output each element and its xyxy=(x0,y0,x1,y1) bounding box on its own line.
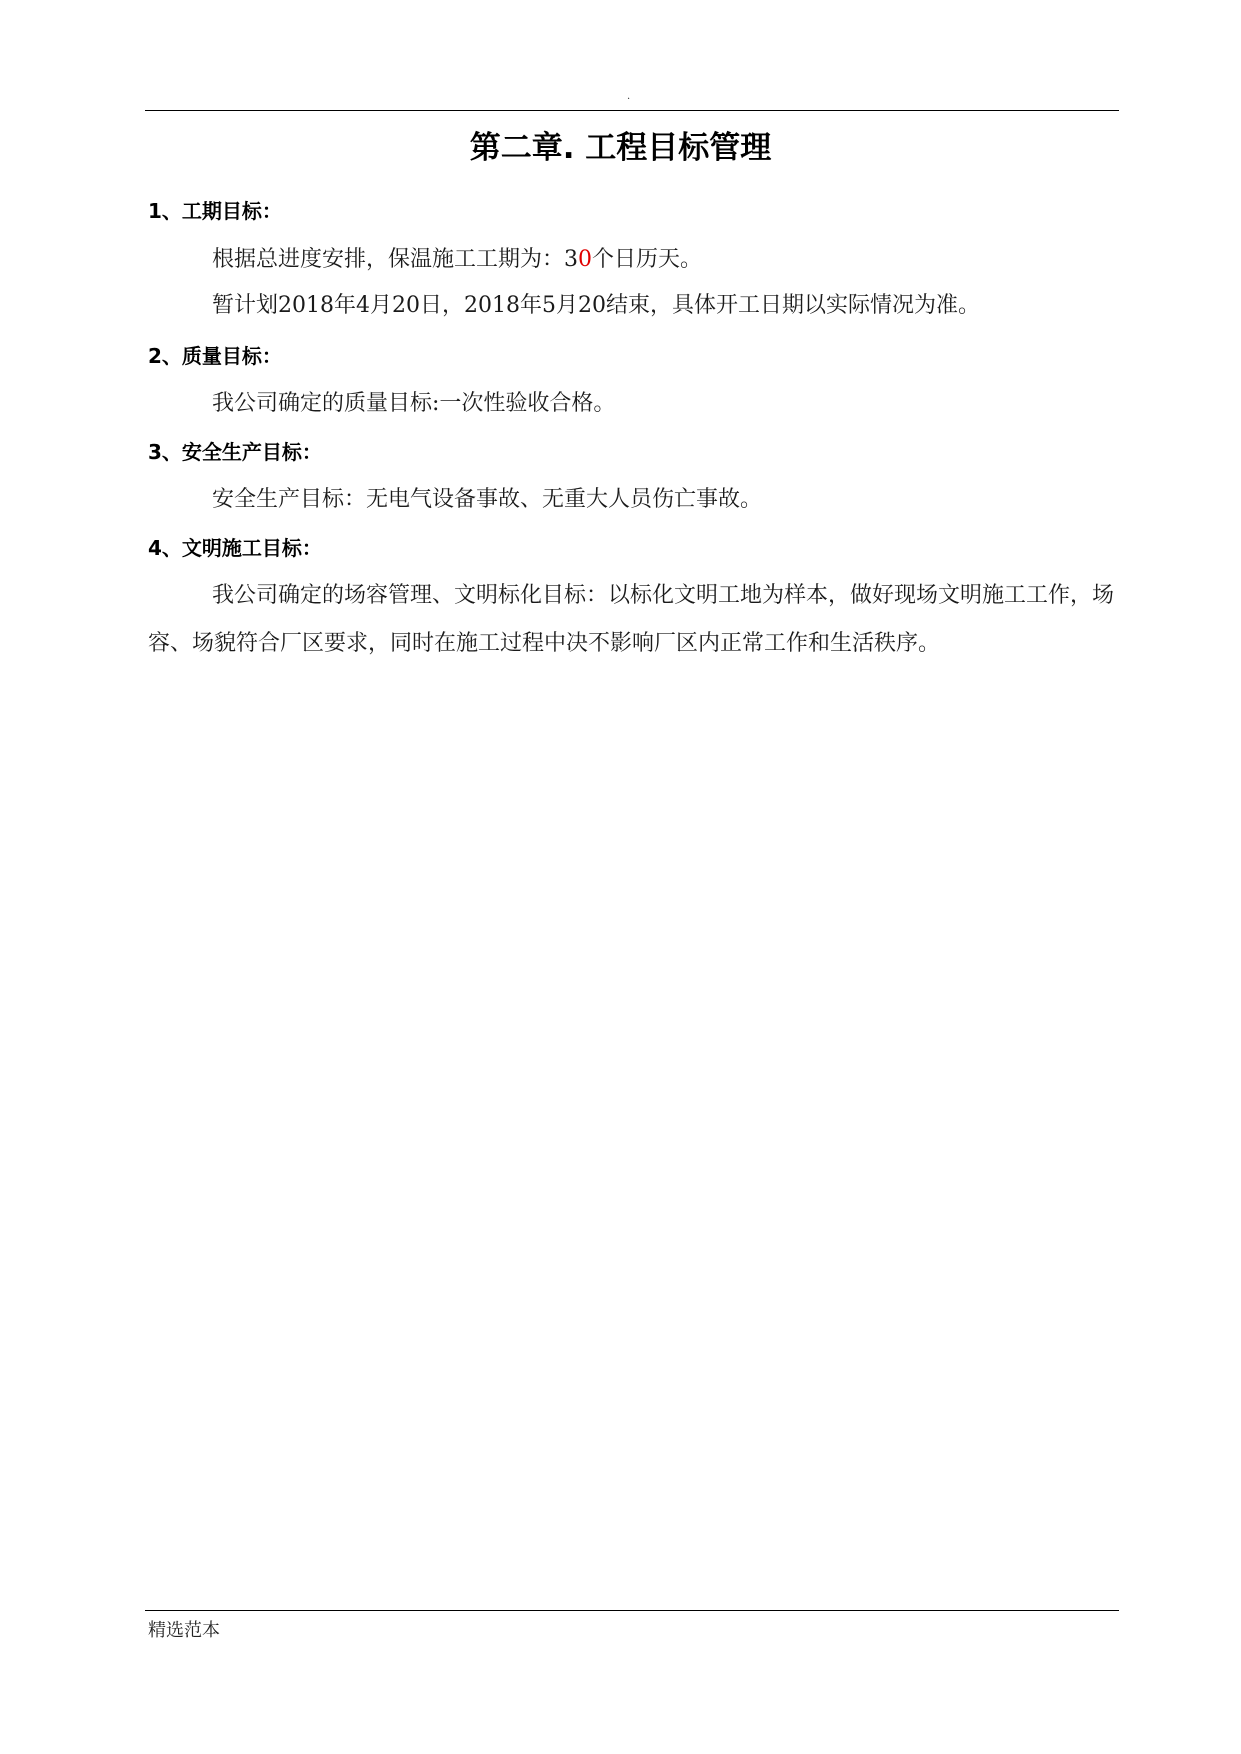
paragraph-safety: 安全生产目标：无电气设备事故、无重大人员伤亡事故。 xyxy=(212,487,763,512)
section-heading-safety: 3、安全生产目标： xyxy=(148,440,322,464)
paragraph-text: 个日历天。 xyxy=(592,247,703,272)
footer-label: 精选范本 xyxy=(148,1620,220,1641)
header-rule xyxy=(145,110,1119,111)
chapter-title: 第二章. 工程目标管理 xyxy=(469,130,772,166)
section-heading-schedule: 1、工期目标： xyxy=(148,199,282,223)
paragraph-civilized-construction: 我公司确定的场容管理、文明标化目标：以标化文明工地为样本，做好现场文明施工工作，场容、场貌符合厂区要求，同时在施工过程中决不影响厂区内正常工作和生活秩序。 xyxy=(148,583,1115,656)
footer-rule xyxy=(145,1610,1119,1611)
paragraph-text: 根据总进度安排，保温施工工期为：3 xyxy=(212,247,578,272)
section-heading-quality: 2、质量目标： xyxy=(148,344,282,368)
section-heading-civilized-construction: 4、文明施工目标： xyxy=(148,536,322,560)
header-mark: . xyxy=(627,91,631,102)
paragraph-quality: 我公司确定的质量目标:一次性验收合格。 xyxy=(212,391,616,416)
highlighted-digit: 0 xyxy=(578,247,592,272)
paragraph-schedule-duration xyxy=(148,236,1120,284)
paragraph-schedule-dates: 暂计划2018年4月20日，2018年5月20结束，具体开工日期以实际情况为准。 xyxy=(212,293,980,318)
